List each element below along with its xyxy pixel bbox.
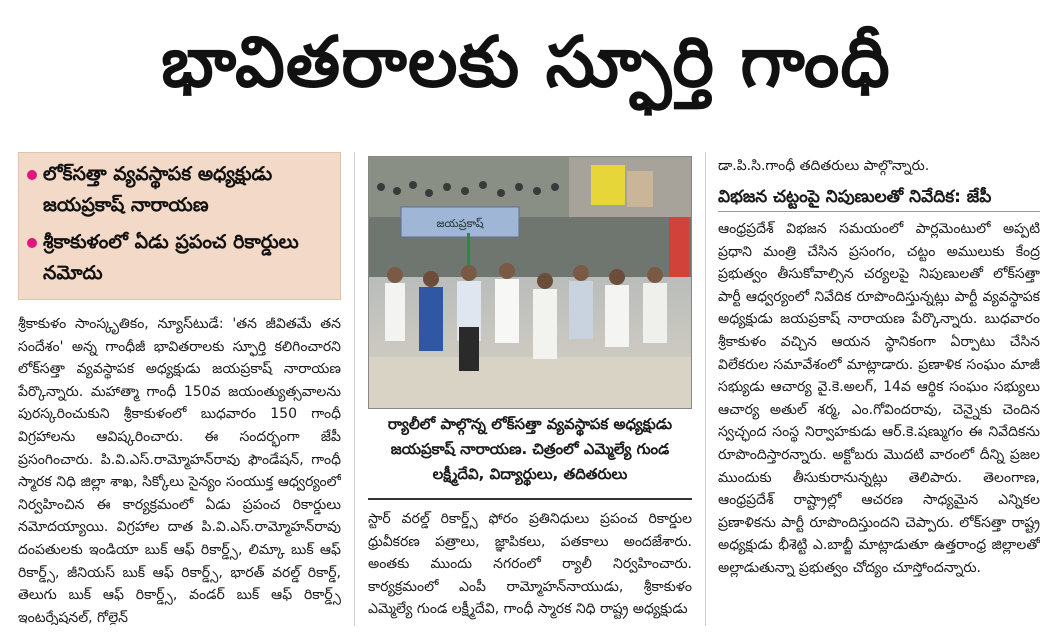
column-divider xyxy=(705,152,706,626)
banner-text: జయప్రకాష్ xyxy=(436,217,484,230)
bullet-icon xyxy=(27,238,37,248)
article-subheading: విభజన చట్టంపై నిపుణులతో నివేదిక: జేపీ xyxy=(718,183,1040,212)
article-column-3-lead: డా.పి.సి.గాంధీ తదితరులు పాల్గొన్నారు. xyxy=(718,158,930,174)
highlight-item xyxy=(27,159,332,221)
column-divider xyxy=(354,152,355,626)
highlight-text: శ్రీకాకుళంలో ఏడు ప్రపంచ రికార్డులు నమోదు xyxy=(43,231,299,284)
article-column-2: స్టార్ వరల్డ్ రికార్డ్స్ ఫోరం ప్రతినిధులు ప్రపంచ రికార్డుల ధ్రువీకరణ పత్రాలు, జ్ఞాపికలు, పతకాలు అందజేశారు. అంతకు ముందు నగరంలో ర్యాలీ నిర్వహించారు. కార్యక్రమంలో ఎంపీ రామ్మోహన్‌నాయుడు, శ్రీకాకుళం ఎమ్మెల్యే గుండ లక్ష్మీదేవి, గాంధీ స్మారక నిధి రాష్ట్ర అధ్యక్షుడు xyxy=(368,511,692,618)
highlights-box xyxy=(18,152,341,300)
bullet-icon xyxy=(27,170,37,180)
article-column-3: ఆంధ్రప్రదేశ్ విభజన సమయంలో పార్లమెంటులో అప్పటి ప్రధాని మంత్రి చేసిన ప్రసంగం, చట్టం అములుకు కేంద్ర ప్రభుత్వం తీసుకోవాల్సిన చర్యలపై నిపుణులతో లోక్‌సత్తా పార్టీ ఆధ్వర్యంలో నివేదిక రూపొందిస్తున్నట్లు పార్టీ వ్యవస్థాపక అధ్యక్షుడు జయప్రకాష్ నారాయణ పేర్కొన్నారు. బుధవారం శ్రీకాకుళం వచ్చిన ఆయన స్థానికంగా ఏర్పాటు చేసిన విలేకరుల సమావేశంలో మాట్లాడారు. ప్రణాళిక సంఘం మాజీ సభ్యుడు ఆచార్య వై.కె.అలగ్, 14వ ఆర్థిక సంఘం సభ్యులు ఆచార్య అతుల్ శర్మ, ఎం.గోవిందరావు, చెన్నైకు చెందిన స్వచ్ఛంద సంస్థ నిర్వాహకుడు ఆర్.కె.షణ్ముగం ఈ నివేదికను రూపొందిస్తారన్నారు. అక్టోబరు మొదటి వారంలో దీన్ని ప్రజల ముందుకు తీసుకురానున్నట్లు తెలిపారు. తెలంగాణ, ఆంధ్రప్రదేశ్ రాష్ట్రాల్లో ఆచరణ సాధ్యమైన ఎన్నికల ప్రణాళికను పార్టీ రూపొందిస్తుందని చెప్పారు. లోక్‌సత్తా రాష్ట్ర అధ్యక్షుడు భీశెట్టి ఎ.బాబ్జీ మాట్లాడుతూ ఉత్తరాంధ్ర జిల్లాలతో అల్లాడుతున్నా ప్రభుత్వం చోద్యం చూస్తోందన్నారు. xyxy=(718,221,1040,576)
photo-caption: ర్యాలీలో పాల్గొన్న లోక్‌సత్తా వ్యవస్థాపక అధ్యక్షుడు జయప్రకాష్ నారాయణ. చిత్రంలో ఎమ్మెల్యే గుండ లక్ష్మీదేవి, విద్యార్థులు, తదితరులు xyxy=(368,412,692,500)
article-column-1: శ్రీకాకుళం సాంస్కృతికం, న్యూస్‌టుడే: 'తన జీవితమే తన సందేశం' అన్న గాంధీజీ భావితరాలకు స్ఫూర్తి కలిగించారని లోక్‌సత్తా వ్యవస్థాపక అధ్యక్షుడు జయప్రకాష్ నారాయణ పేర్కొన్నారు. మహాత్మా గాంధీ 150వ జయంత్యుత్సవాలను పురస్కరించుకుని శ్రీకాకుళంలో బుధవారం 150 గాంధీ విగ్రహాలను ఆవిష్కరించారు. ఈ సందర్భంగా జేపీ ప్రసంగించారు. పి.వి.ఎస్.రామ్మోహన్‌రావు ఫౌండేషన్, గాంధీ స్మారక నిధి జిల్లా శాఖ, సిక్కోలు సైన్యం సంయుక్త ఆధ్వర్యంలో నిర్వహించిన ఈ కార్యక్రమంలో ఏడు ప్రపంచ రికార్డులు నమోదయ్యాయి. విగ్రహాల దాత పి.వి.ఎస్.రామ్మోహన్‌రావు దంపతులకు ఇండియా బుక్ ఆఫ్ రికార్డ్స్, లిమ్కా బుక్ ఆఫ్ రికార్డ్స్, జీనియస్ బుక్ ఆఫ్ రికార్డ్స్, భారత్ వరల్డ్ రికార్డ్, తెలుగు బుక్ ఆఫ్ రికార్డ్స్, వండర్ బుక్ ఆఫ్ రికార్డ్స్ ఇంటర్నేషనల్, గోల్డెన్ xyxy=(18,316,341,625)
headline: భావితరాలకు స్ఫూర్తి గాంధీ xyxy=(161,20,891,103)
highlight-item xyxy=(27,227,332,289)
highlight-text: లోక్‌సత్తా వ్యవస్థాపక అధ్యక్షుడు జయప్రకాష్ నారాయణ xyxy=(43,163,273,216)
rally-photo xyxy=(368,156,692,409)
